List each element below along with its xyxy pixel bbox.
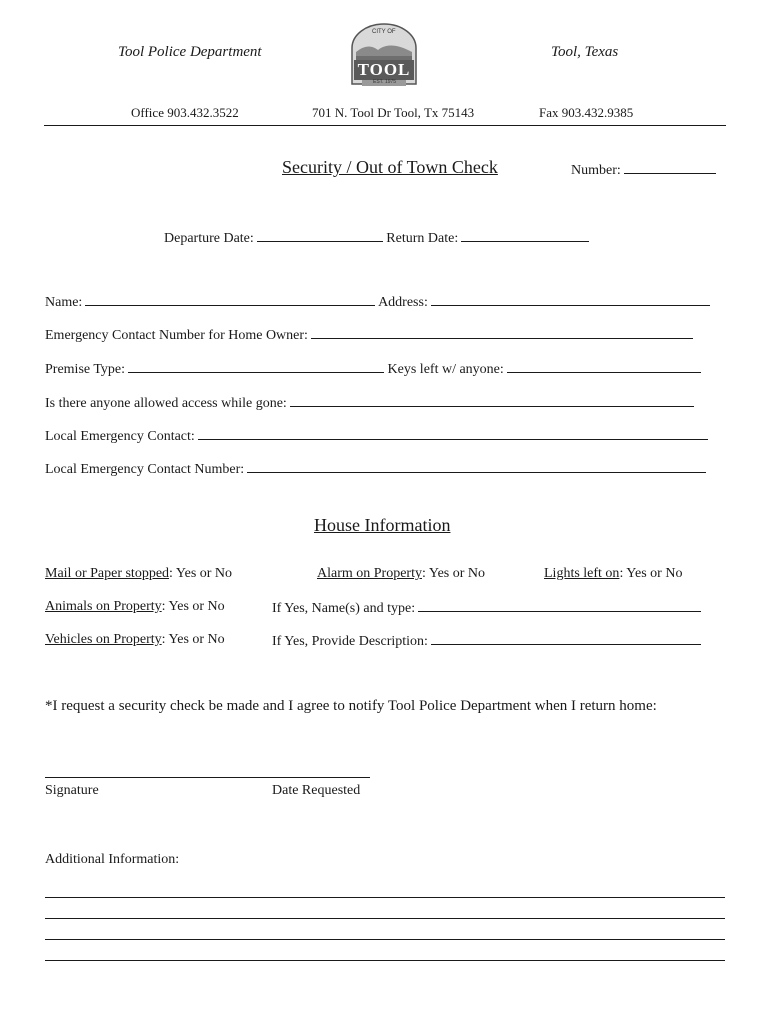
lights-label: Lights left on: [544, 566, 620, 581]
access-label: Is there anyone allowed access while gone:: [45, 396, 287, 411]
animals-followup-label: If Yes, Name(s) and type:: [272, 601, 416, 616]
name-field[interactable]: [85, 293, 375, 306]
additional-info-line[interactable]: [45, 939, 725, 940]
additional-info-label: Additional Information:: [45, 852, 180, 867]
signature-label: Signature: [45, 783, 99, 798]
departure-date-label: Departure Date:: [164, 231, 254, 246]
department-name: Tool Police Department: [118, 44, 262, 60]
mail-stopped-question[interactable]: [45, 566, 232, 582]
agreement-statement: *I request a security check be made and I agree to notify Tool Police Department when I return home:: [45, 698, 657, 714]
logo-top-text: CITY OF: [372, 29, 396, 35]
office-phone: Office 903.432.3522: [131, 105, 239, 120]
city-seal-logo: [348, 22, 420, 86]
access-field[interactable]: [290, 394, 694, 407]
local-contact-label: Local Emergency Contact:: [45, 429, 195, 444]
vehicles-options: : Yes or No: [161, 632, 225, 647]
department-address: 701 N. Tool Dr Tool, Tx 75143: [312, 105, 475, 120]
departure-date-field[interactable]: [257, 229, 383, 242]
vehicles-followup-field[interactable]: [431, 632, 701, 645]
additional-info-line[interactable]: [45, 918, 725, 919]
vehicles-followup-label: If Yes, Provide Description:: [272, 634, 428, 649]
animals-label: Animals on Property: [45, 599, 162, 614]
location-name: Tool, Texas: [551, 44, 619, 60]
address-field[interactable]: [431, 293, 710, 306]
form-title: Security / Out of Town Check: [282, 157, 498, 177]
mail-stopped-options: : Yes or No: [169, 566, 233, 581]
name-label: Name:: [45, 295, 83, 310]
lights-options: : Yes or No: [619, 566, 683, 581]
logo-est: EST. 1975: [373, 79, 397, 85]
alarm-question[interactable]: [317, 566, 485, 582]
lights-question[interactable]: [544, 566, 682, 582]
local-contact-field[interactable]: [198, 427, 708, 440]
mail-stopped-label: Mail or Paper stopped: [45, 566, 170, 581]
number-field[interactable]: [624, 161, 716, 174]
emergency-home-field[interactable]: [311, 326, 693, 339]
premise-type-field[interactable]: [128, 360, 384, 373]
local-contact-number-field[interactable]: [247, 460, 706, 473]
signature-field[interactable]: [45, 777, 370, 778]
emergency-home-label: Emergency Contact Number for Home Owner:: [45, 328, 308, 343]
alarm-label: Alarm on Property: [317, 566, 422, 581]
animals-question[interactable]: [45, 599, 225, 615]
additional-info-line[interactable]: [45, 897, 725, 898]
header-divider: [44, 125, 726, 126]
return-date-field[interactable]: [461, 229, 589, 242]
number-label: Number:: [571, 163, 621, 178]
alarm-options: : Yes or No: [421, 566, 485, 581]
house-info-title: House Information: [314, 515, 451, 535]
vehicles-label: Vehicles on Property: [45, 632, 162, 647]
vehicles-question[interactable]: [45, 632, 225, 648]
premise-type-label: Premise Type:: [45, 362, 126, 377]
logo-name: TOOL: [357, 60, 411, 79]
date-requested-label: Date Requested: [272, 783, 361, 798]
fax-number: Fax 903.432.9385: [539, 105, 634, 120]
additional-info-line[interactable]: [45, 960, 725, 961]
return-date-label: Return Date:: [386, 231, 459, 246]
address-label: Address:: [378, 295, 428, 310]
animals-options: : Yes or No: [161, 599, 225, 614]
local-contact-number-label: Local Emergency Contact Number:: [45, 462, 245, 477]
keys-label: Keys left w/ anyone:: [387, 362, 504, 377]
animals-followup-field[interactable]: [418, 599, 701, 612]
keys-field[interactable]: [507, 360, 701, 373]
